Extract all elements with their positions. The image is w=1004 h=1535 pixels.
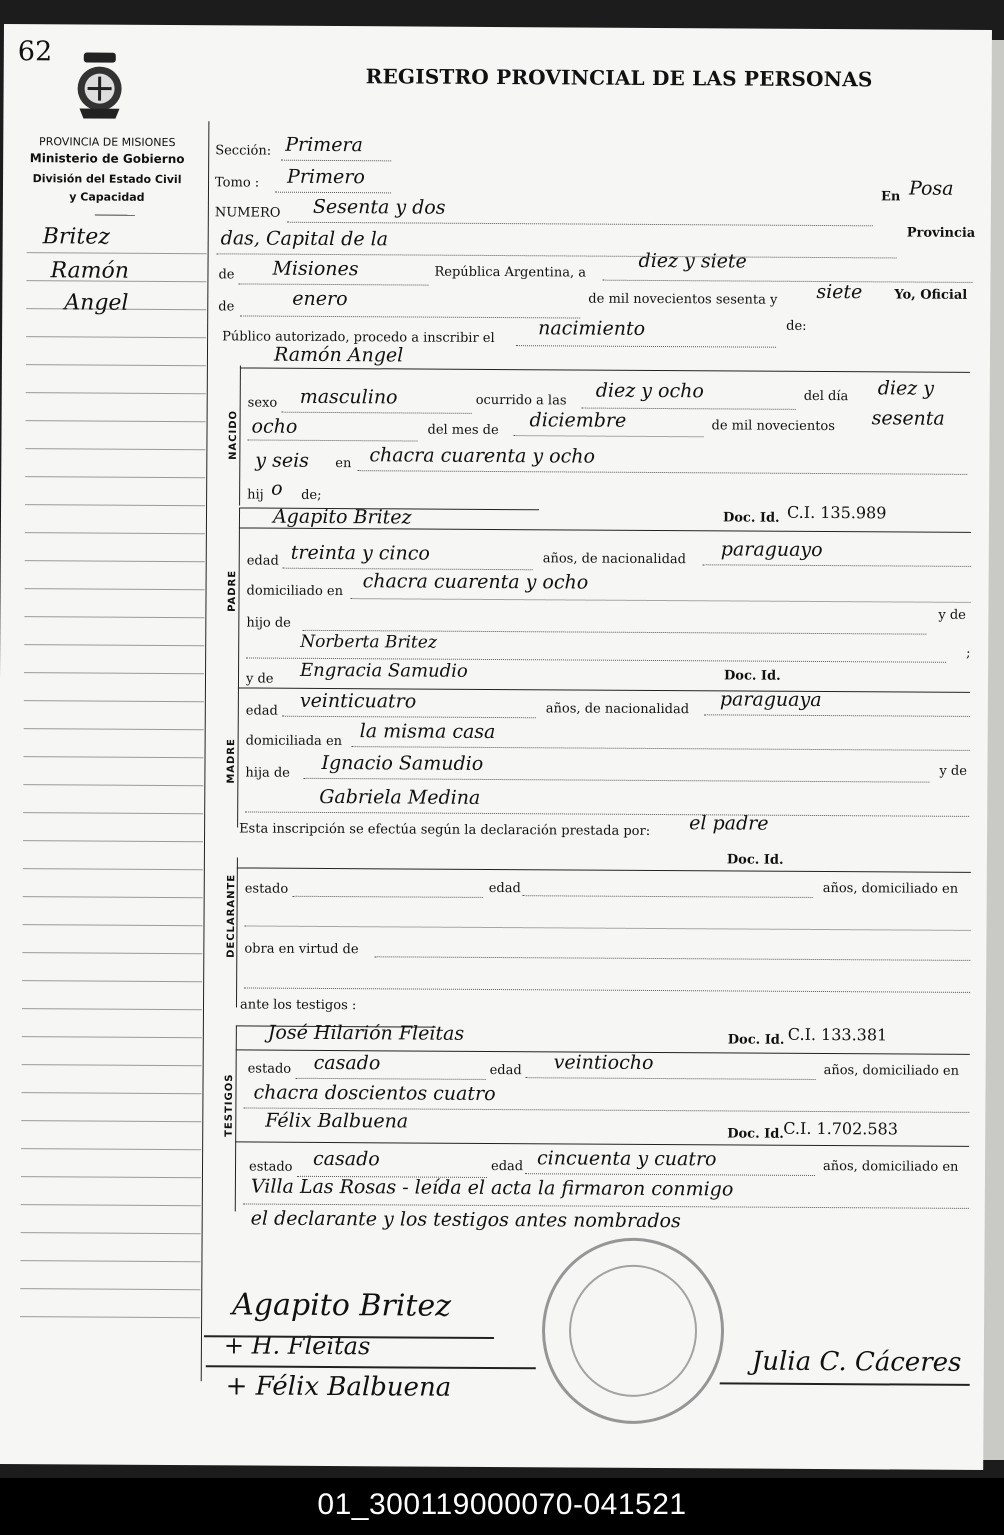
en2-label: en: [335, 456, 352, 472]
margin-first-name: Ramón: [50, 258, 130, 284]
sexo-label: sexo: [247, 395, 278, 411]
section-padre: PADRE: [226, 569, 239, 612]
anio-value: siete: [816, 280, 863, 304]
madre-nac-label: años, de nacionalidad: [545, 701, 690, 718]
testigo1-edad-label: edad: [489, 1062, 522, 1079]
oficial-label: Yo, Oficial: [894, 287, 968, 303]
numero-value: Sesenta y dos: [312, 195, 446, 219]
provincial-crest-icon: [73, 52, 125, 124]
header-divider: [95, 215, 135, 216]
testigo2-anos-label: años, domiciliado en: [822, 1159, 959, 1175]
madre-y-de-label: y de: [245, 671, 274, 687]
dia-nac-1-value: diez y: [877, 377, 935, 400]
hora-value: diez y ocho: [595, 379, 704, 403]
padre-edad-value: treinta y cinco: [290, 541, 430, 565]
madre-dom-label: domiciliada en: [245, 733, 343, 750]
tomo-label: Tomo :: [214, 175, 260, 191]
signature-testigo1: + H. Fleitas: [223, 1331, 371, 1361]
obra-label: obra en virtud de: [244, 941, 359, 958]
madre-y-de2-label: y de: [939, 763, 967, 779]
del-mes-label: del mes de: [427, 422, 499, 439]
en-label: En: [880, 189, 901, 205]
de-colon-label: de:: [786, 318, 807, 334]
seccion-value: Primera: [285, 133, 363, 157]
del-dia-label: del día: [803, 388, 849, 405]
document-title: REGISTRO PROVINCIAL DE LAS PERSONAS: [365, 64, 873, 92]
madre-edad-value: veinticuatro: [299, 689, 417, 713]
padre-y-de-label: y de: [938, 607, 966, 623]
anio-nac-1-value: sesenta: [871, 407, 945, 430]
padre-dom-value: chacra cuarenta y ocho: [362, 570, 589, 594]
header-province: PROVINCIA DE MISIONES: [39, 135, 176, 150]
nombre-value: Ramón Angel: [273, 343, 404, 367]
madre-edad-label: edad: [245, 703, 278, 719]
section-testigos: TESTIGOS: [223, 1073, 236, 1137]
sexo-value: masculino: [299, 385, 398, 409]
padre-semicolon: ;: [966, 645, 971, 661]
madre-doc-label: Doc. Id.: [723, 668, 781, 684]
provincia-name-value: Misiones: [272, 257, 359, 281]
declarante-edad-label: edad: [488, 880, 521, 897]
mes-nac-value: diciembre: [529, 409, 627, 432]
page-number: 62: [17, 36, 53, 68]
image-caption: 01_300119000070-041521: [317, 1488, 687, 1521]
official-seal-icon: [541, 1237, 724, 1424]
cierre-value: el declarante y los testigos antes nombrados: [250, 1207, 681, 1233]
section-declarante: DECLARANTE: [225, 873, 238, 958]
signature-testigo2: + Félix Balbuena: [225, 1371, 452, 1403]
inscripcion-label: Esta inscripción se efectúa según la declaración prestada por:: [239, 821, 651, 839]
line2-value: das, Capital de la: [220, 227, 389, 251]
testigo1-doc-label: Doc. Id.: [727, 1032, 785, 1048]
madre-nombre-value: Engracia Samudio: [299, 659, 468, 682]
republica-label: República Argentina, a: [434, 264, 587, 281]
de-label-2: de: [218, 299, 235, 315]
testigo1-dom-value: chacra doscientos cuatro: [253, 1081, 496, 1106]
lugar-nac-value: chacra cuarenta y ocho: [369, 444, 596, 468]
signature-oficial: Julia C. Cáceres: [751, 1346, 962, 1378]
padre-dom-label: domiciliado en: [246, 583, 344, 600]
testigo1-anos-label: años, domiciliado en: [823, 1063, 960, 1079]
declarante-anos-label: años, domiciliado en: [822, 881, 959, 897]
testigo2-edad-value: cincuenta y cuatro: [537, 1147, 717, 1171]
dia-nac-2-value: ocho: [251, 415, 298, 438]
testigo1-edad-value: veintiocho: [553, 1051, 654, 1074]
hij-o-value: o: [271, 477, 283, 500]
padre-madre-value: Norberta Britez: [300, 631, 437, 653]
hij-label: hij: [247, 487, 264, 503]
numero-label: NUMERO: [214, 205, 281, 221]
padre-hijo-label: hijo de: [246, 615, 291, 631]
margin-surname: Britez: [42, 224, 110, 250]
ante-label: ante los testigos :: [239, 997, 357, 1014]
testigo1-estado-value: casado: [313, 1051, 381, 1075]
padre-edad-label: edad: [246, 553, 279, 569]
mes-fecha-value: enero: [292, 287, 348, 311]
margin-second-name: Angel: [64, 290, 129, 316]
testigo2-dom-value: Villa Las Rosas - leída el acta la firmaron conmigo: [250, 1175, 734, 1201]
header-ministry: Ministerio de Gobierno: [29, 151, 185, 167]
document-page: [0, 24, 992, 1470]
madre-padre-value: Ignacio Samudio: [321, 751, 484, 775]
declarante-doc-label: Doc. Id.: [726, 852, 784, 868]
de3-label: de;: [301, 487, 322, 503]
dia-fecha-value: diez y siete: [638, 249, 747, 273]
padre-nac-value: paraguayo: [720, 538, 823, 562]
tomo-value: Primero: [287, 165, 365, 189]
section-nacido: NACIDO: [227, 409, 240, 460]
image-caption-bar: [0, 1478, 1004, 1535]
padre-doc-label: Doc. Id.: [722, 510, 780, 526]
testigo2-doc-value: C.I. 1.702.583: [783, 1118, 899, 1139]
testigo1-nombre-value: José Hilarión Fleitas: [267, 1021, 465, 1045]
madre-madre-value: Gabriela Medina: [319, 785, 481, 809]
testigo2-estado-value: casado: [313, 1147, 380, 1171]
testigo1-estado-label: estado: [247, 1061, 292, 1077]
mil2-label: de mil novecientos: [711, 418, 835, 435]
publico-label: Público autorizado, procedo a inscribir el: [222, 329, 495, 347]
testigo2-doc-label: Doc. Id.: [727, 1126, 784, 1142]
padre-nombre-value: Agapito Britez: [272, 505, 412, 529]
provincia-label: Provincia: [906, 225, 976, 241]
de-label-1: de: [218, 267, 235, 283]
mil-label: de mil novecientos sesenta y: [588, 291, 778, 308]
header-capacidad: y Capacidad: [69, 190, 145, 204]
testigo2-edad-label: edad: [490, 1158, 524, 1175]
madre-dom-value: la misma casa: [359, 720, 496, 744]
header-division: División del Estado Civil: [32, 172, 182, 187]
seccion-label: Sección:: [215, 143, 272, 159]
padre-doc-value: C.I. 135.989: [786, 502, 887, 523]
madre-nac-value: paraguaya: [719, 688, 822, 712]
margin-lines: [4, 24, 992, 30]
testigo2-nombre-value: Félix Balbuena: [265, 1109, 409, 1133]
testigo2-estado-label: estado: [248, 1159, 293, 1175]
signature-padre: Agapito Britez: [232, 1287, 452, 1324]
declarante-estado-label: estado: [244, 881, 289, 897]
padre-nac-label: años, de nacionalidad: [542, 551, 687, 568]
anio-nac-2-value: y seis: [255, 449, 310, 472]
section-madre: MADRE: [225, 738, 238, 784]
declarante-value: el padre: [689, 812, 769, 835]
madre-hija-label: hija de: [245, 765, 290, 781]
en-place-value: Posa: [908, 177, 954, 200]
acto-value: nacimiento: [538, 317, 646, 340]
ocurrido-label: ocurrido a las: [475, 392, 567, 409]
testigo1-doc-value: C.I. 133.381: [787, 1024, 888, 1045]
